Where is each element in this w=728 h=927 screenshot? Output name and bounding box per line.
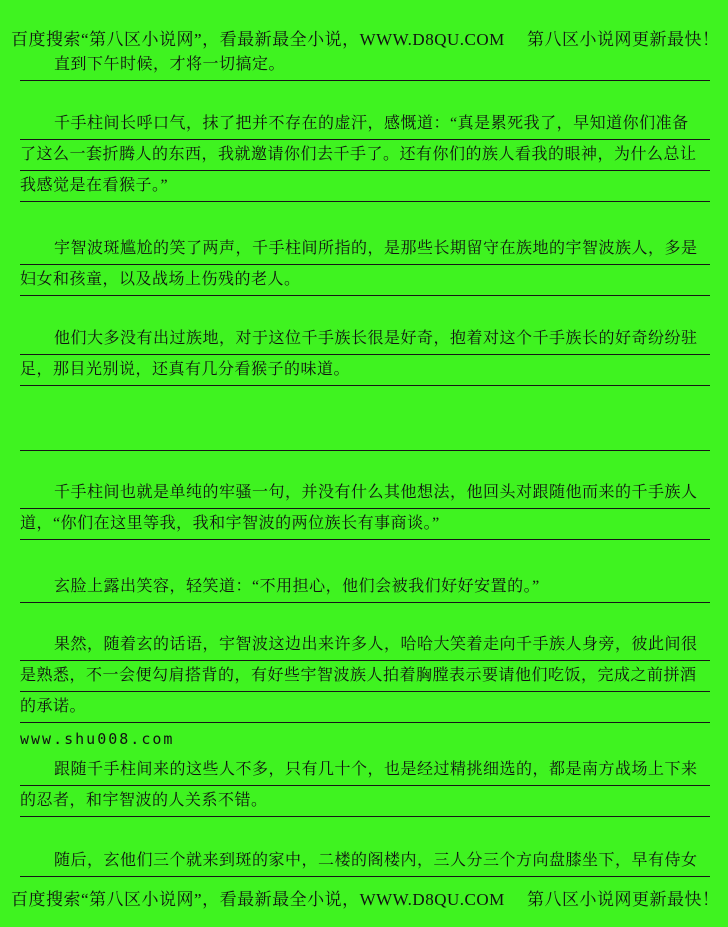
text-line: 的承诺。 bbox=[20, 692, 710, 723]
text-line: 千手柱间长呼口气，抹了把并不存在的虚汗，感慨道：“真是累死我了，早知道你们准备 bbox=[20, 109, 710, 140]
paragraph bbox=[20, 109, 710, 202]
paragraph bbox=[20, 234, 710, 296]
text-line: 的忍者，和宇智波的人关系不错。 bbox=[20, 786, 710, 817]
text-line: 直到下午时候，才将一切搞定。 bbox=[20, 50, 710, 81]
text-line: 妇女和孩童，以及战场上伤残的老人。 bbox=[20, 265, 710, 296]
text-line: 玄脸上露出笑容，轻笑道：“不用担心，他们会被我们好好安置的。” bbox=[20, 572, 710, 603]
text-line: 了这么一套折腾人的东西，我就邀请你们去千手了。还有你们的族人看我的眼神，为什么总让 bbox=[20, 140, 710, 171]
text-line: 果然，随着玄的话语，宇智波这边出来许多人，哈哈大笑着走向千手族人身旁，彼此间很 bbox=[20, 630, 710, 661]
paragraph bbox=[20, 630, 710, 723]
paragraph bbox=[20, 755, 710, 817]
paragraph bbox=[20, 478, 710, 540]
top-site-banner: 百度搜索“第八区小说网”，看最新最全小说，WWW.D8QU.COM 第八区小说网更新最快！ bbox=[11, 30, 720, 49]
text-line: 跟随千手柱间来的这些人不多，只有几十个，也是经过精挑细选的，都是南方战场上下来 bbox=[20, 755, 710, 786]
paragraph bbox=[20, 324, 710, 386]
text-line: 他们大多没有出过族地，对于这位千手族长很是好奇，抱着对这个千手族长的好奇纷纷驻 bbox=[20, 324, 710, 355]
paragraph bbox=[20, 572, 710, 603]
novel-text-area bbox=[0, 50, 728, 877]
watermark-url: www.shu008.com bbox=[20, 730, 175, 748]
paragraph bbox=[20, 846, 710, 877]
bottom-site-banner: 百度搜索“第八区小说网”，看最新最全小说，WWW.D8QU.COM 第八区小说网更新最快！ bbox=[11, 890, 720, 909]
text-line: 千手柱间也就是单纯的牢骚一句，并没有什么其他想法，他回头对跟随他而来的千手族人 bbox=[20, 478, 710, 509]
text-line: 宇智波斑尴尬的笑了两声，千手柱间所指的，是那些长期留守在族地的宇智波族人，多是 bbox=[20, 234, 710, 265]
text-line: 是熟悉，不一会便勾肩搭背的，有好些宇智波族人拍着胸膛表示要请他们吃饭，完成之前拼酒 bbox=[20, 661, 710, 692]
text-line: 道，“你们在这里等我，我和宇智波的两位族长有事商谈。” bbox=[20, 509, 710, 540]
text-line: 我感觉是在看猴子。” bbox=[20, 171, 710, 202]
blank-ruled-line bbox=[20, 420, 710, 451]
paragraph bbox=[20, 50, 710, 81]
text-line: 随后，玄他们三个就来到斑的家中，二楼的阁楼内，三人分三个方向盘膝坐下，早有侍女 bbox=[20, 846, 710, 877]
text-line: 足，那目光别说，还真有几分看猴子的味道。 bbox=[20, 355, 710, 386]
